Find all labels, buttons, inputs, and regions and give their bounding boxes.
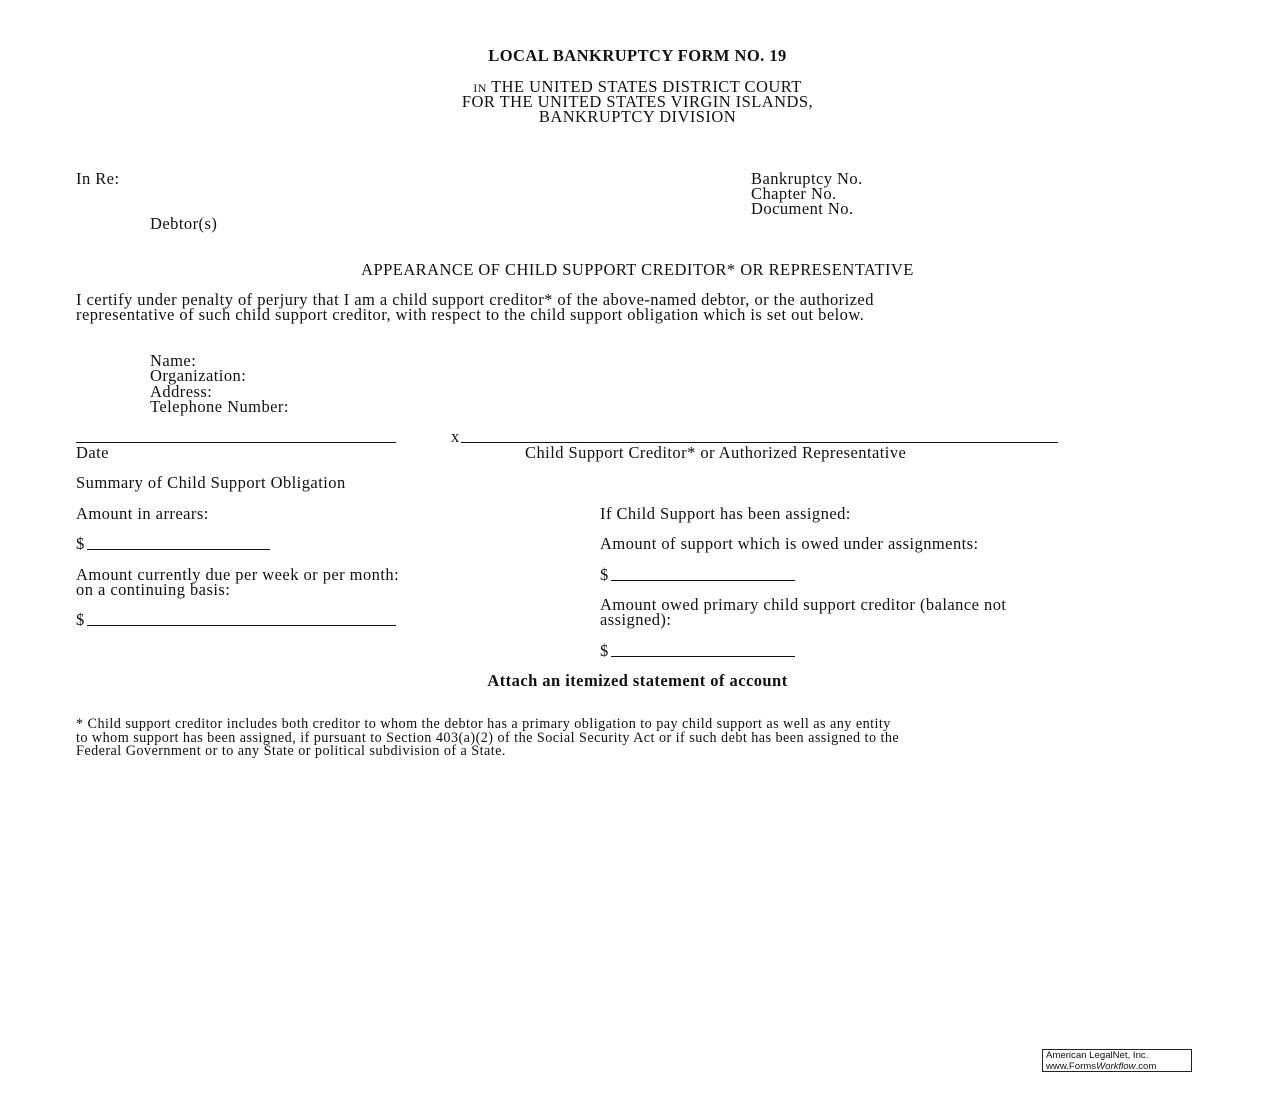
footnote-line-1: * Child support creditor includes both creditor to whom the debtor has a primary obligation to pay child support as well as any entity: [76, 716, 891, 732]
current-due-label-2: on a continuing basis:: [76, 580, 231, 599]
publisher-url-prefix: www.Forms: [1046, 1060, 1097, 1072]
publisher-url: [1046, 1062, 1191, 1073]
signature-x-mark: x: [451, 427, 460, 446]
in-re-label: In Re:: [76, 169, 120, 188]
court-line-2: FOR THE UNITED STATES VIRGIN ISLANDS,: [461, 92, 814, 111]
court-line-3: BANKRUPTCY DIVISION: [538, 107, 737, 126]
owed-assignments-amount-field[interactable]: [611, 580, 795, 581]
date-label: Date: [76, 443, 109, 462]
assigned-heading: If Child Support has been assigned:: [600, 504, 851, 523]
bankruptcy-no-label: Bankruptcy No.: [751, 169, 863, 188]
current-due-label-1: Amount currently due per week or per month:: [76, 565, 400, 584]
owed-primary-currency: $: [600, 641, 609, 660]
debtor-label: Debtor(s): [150, 214, 218, 233]
footnote-line-2: to whom support has been assigned, if pursuant to Section 403(a)(2) of the Social Security Act or if such debt has been assigned to the: [76, 729, 900, 746]
court-prefix: IN: [473, 81, 487, 95]
footnote-line-3: Federal Government or to any State or political subdivision of a State.: [76, 743, 506, 759]
certification-line-2: representative of such child support creditor, with respect to the child support obligation which is set out below.: [76, 305, 865, 324]
form-title: LOCAL BANKRUPTCY FORM NO. 19: [488, 46, 787, 65]
owed-primary-label-2: assigned):: [600, 610, 672, 629]
publisher-box: [1042, 1049, 1192, 1072]
owed-primary-label-1: Amount owed primary child support creditor (balance not: [600, 595, 1007, 614]
current-due-currency: $: [76, 610, 85, 629]
publisher-name: American LegalNet, Inc.: [1046, 1050, 1149, 1061]
arrears-label: Amount in arrears:: [76, 504, 209, 523]
organization-label: Organization:: [150, 366, 247, 385]
arrears-amount-field[interactable]: [87, 549, 270, 550]
certification-line-1: I certify under penalty of perjury that I am a child support creditor* of the above-named debtor, or the authorized: [76, 290, 874, 309]
chapter-no-label: Chapter No.: [751, 184, 837, 203]
current-due-amount-field[interactable]: [87, 625, 396, 626]
summary-heading: Summary of Child Support Obligation: [76, 473, 346, 492]
owed-assignments-label: Amount of support which is owed under assignments:: [600, 534, 979, 553]
document-title: APPEARANCE OF CHILD SUPPORT CREDITOR* OR REPRESENTATIVE: [361, 260, 914, 279]
document-no-label: Document No.: [751, 199, 854, 218]
signer-label: Child Support Creditor* or Authorized Representative: [525, 443, 907, 462]
telephone-label: Telephone Number:: [150, 397, 289, 416]
date-field-line[interactable]: [76, 442, 396, 443]
footnote: [76, 718, 899, 759]
publisher-url-suffix: .com: [1135, 1060, 1157, 1072]
arrears-currency: $: [76, 534, 85, 553]
owed-assignments-currency: $: [600, 565, 609, 584]
court-name: THE UNITED STATES DISTRICT COURT: [491, 77, 802, 96]
address-label: Address:: [150, 382, 213, 401]
name-label: Name:: [150, 351, 197, 370]
publisher-url-italic: Workflow: [1096, 1060, 1136, 1072]
attach-statement-note: Attach an itemized statement of account: [487, 671, 788, 690]
owed-primary-amount-field[interactable]: [611, 656, 795, 657]
